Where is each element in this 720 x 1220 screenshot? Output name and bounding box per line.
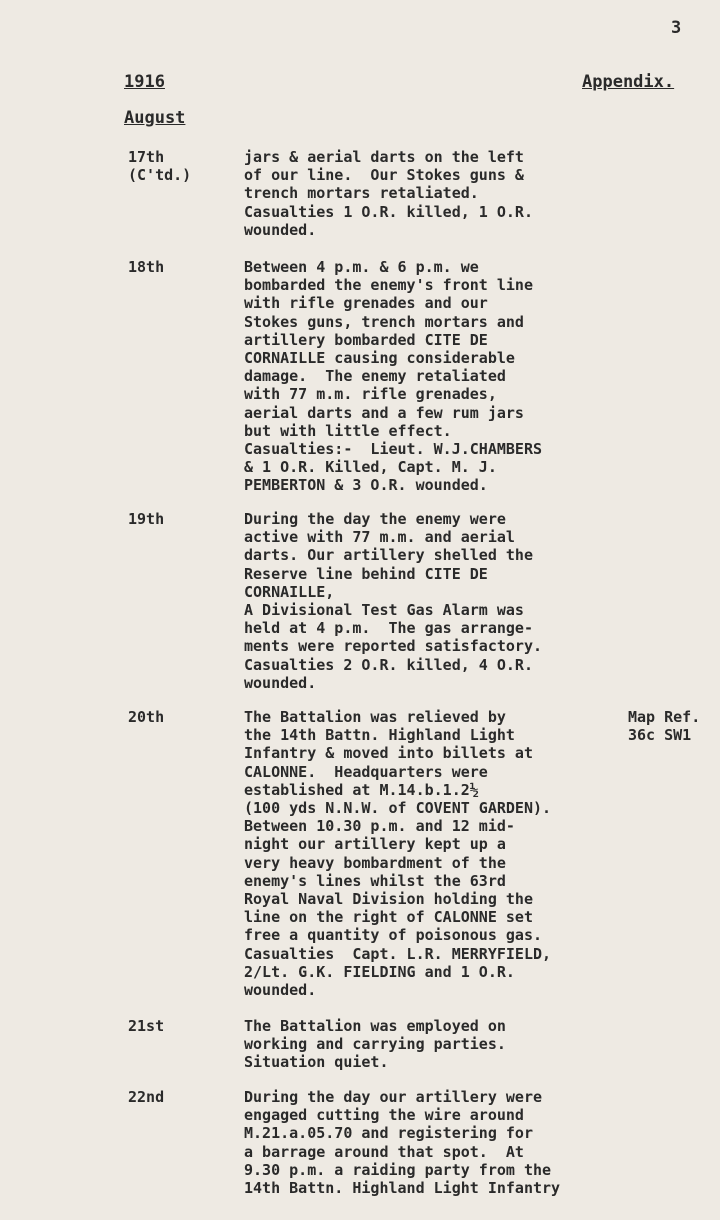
text-line: Royal Naval Division holding the xyxy=(244,890,533,909)
text-line: 2/Lt. G.K. FIELDING and 1 O.R. xyxy=(244,962,515,981)
text-line: (100 yds N.N.W. of COVENT GARDEN). xyxy=(244,799,552,818)
map-reference-line: 36c SW1 xyxy=(628,726,692,744)
text-line: damage. The enemy retaliated xyxy=(244,367,506,386)
text-line: M.21.a.05.70 and registering for xyxy=(244,1124,533,1143)
text-line: Casualties 2 O.R. killed, 4 O.R. xyxy=(244,655,533,674)
text-line: CORNAILLE causing considerable xyxy=(244,349,515,368)
text-line: very heavy bombardment of the xyxy=(244,853,506,872)
text-line: the 14th Battn. Highland Light xyxy=(244,726,515,745)
text-line: Reserve line behind CITE DE xyxy=(244,564,488,583)
text-line: bombarded the enemy's front line xyxy=(244,276,533,295)
text-line: The Battalion was relieved by xyxy=(244,708,506,726)
text-line: & 1 O.R. Killed, Capt. M. J. xyxy=(244,458,497,477)
date-line: 19th xyxy=(128,510,165,528)
text-line: Casualties Capt. L.R. MERRYFIELD, xyxy=(244,944,552,963)
text-line: Stokes guns, trench mortars and xyxy=(244,312,524,331)
text-line: Infantry & moved into billets at xyxy=(244,744,533,763)
text-line: 14th Battn. Highland Light Infantry xyxy=(244,1179,561,1198)
text-line: held at 4 p.m. The gas arrange- xyxy=(244,619,533,638)
entry-text xyxy=(244,510,629,692)
date-line: (C'td.) xyxy=(128,166,192,184)
entry-date xyxy=(128,1017,164,1035)
entry-date xyxy=(128,510,164,528)
year-heading: 1916 xyxy=(124,72,165,92)
date-line: 21st xyxy=(128,1017,165,1035)
date-line: 18th xyxy=(128,258,165,276)
text-line: jars & aerial darts on the left xyxy=(244,148,524,166)
text-line: with 77 m.m. rifle grenades, xyxy=(244,385,497,404)
text-line: working and carrying parties. xyxy=(244,1035,506,1054)
text-line: enemy's lines whilst the 63rd xyxy=(244,871,506,890)
date-line: 22nd xyxy=(128,1088,165,1106)
entry-text xyxy=(244,708,629,999)
text-line: engaged cutting the wire around xyxy=(244,1106,524,1125)
date-line: 20th xyxy=(128,708,165,726)
text-line: A Divisional Test Gas Alarm was xyxy=(244,601,524,620)
entry-date xyxy=(128,258,164,276)
page-number: 3 xyxy=(671,18,682,38)
entry-date xyxy=(128,148,191,184)
entry-date xyxy=(128,1088,164,1106)
text-line: CALONNE. Headquarters were xyxy=(244,762,488,781)
text-line: Situation quiet. xyxy=(244,1053,389,1072)
text-line: wounded. xyxy=(244,673,317,692)
text-line: Casualties:- Lieut. W.J.CHAMBERS xyxy=(244,440,543,459)
text-line: but with little effect. xyxy=(244,421,452,440)
text-line: ments were reported satisfactory. xyxy=(244,637,543,656)
month-heading: August xyxy=(124,108,186,128)
text-line: wounded. xyxy=(244,220,317,239)
text-line: CORNAILLE, xyxy=(244,582,335,601)
text-line: line on the right of CALONNE set xyxy=(244,908,533,927)
entry-text xyxy=(244,148,629,239)
text-line: Between 10.30 p.m. and 12 mid- xyxy=(244,817,515,836)
text-line: wounded. xyxy=(244,981,317,1000)
text-line: trench mortars retaliated. xyxy=(244,184,479,203)
text-line: darts. Our artillery shelled the xyxy=(244,546,533,565)
text-line: During the day the enemy were xyxy=(244,510,506,528)
text-line: During the day our artillery were xyxy=(244,1088,543,1106)
text-line: 9.30 p.m. a raiding party from the xyxy=(244,1160,552,1179)
text-line: established at M.14.b.1.2½ xyxy=(244,780,479,799)
text-line: Between 4 p.m. & 6 p.m. we xyxy=(244,258,479,276)
date-line: 17th xyxy=(128,148,165,166)
entry-text xyxy=(244,1017,629,1072)
text-line: Casualties 1 O.R. killed, 1 O.R. xyxy=(244,202,533,221)
text-line: with rifle grenades and our xyxy=(244,294,488,313)
text-line: The Battalion was employed on xyxy=(244,1017,506,1035)
map-reference xyxy=(628,708,700,744)
appendix-heading: Appendix. xyxy=(582,72,675,92)
text-line: free a quantity of poisonous gas. xyxy=(244,926,543,945)
entry-text xyxy=(244,1088,629,1197)
text-line: active with 77 m.m. and aerial xyxy=(244,528,515,547)
map-reference-line: Map Ref. xyxy=(628,708,701,726)
text-line: night our artillery kept up a xyxy=(244,835,506,854)
text-line: aerial darts and a few rum jars xyxy=(244,403,524,422)
entry-text xyxy=(244,258,629,495)
entry-date xyxy=(128,708,164,726)
text-line: PEMBERTON & 3 O.R. wounded. xyxy=(244,476,488,495)
text-line: of our line. Our Stokes guns & xyxy=(244,166,524,185)
text-line: a barrage around that spot. At xyxy=(244,1142,524,1161)
text-line: artillery bombarded CITE DE xyxy=(244,330,488,349)
